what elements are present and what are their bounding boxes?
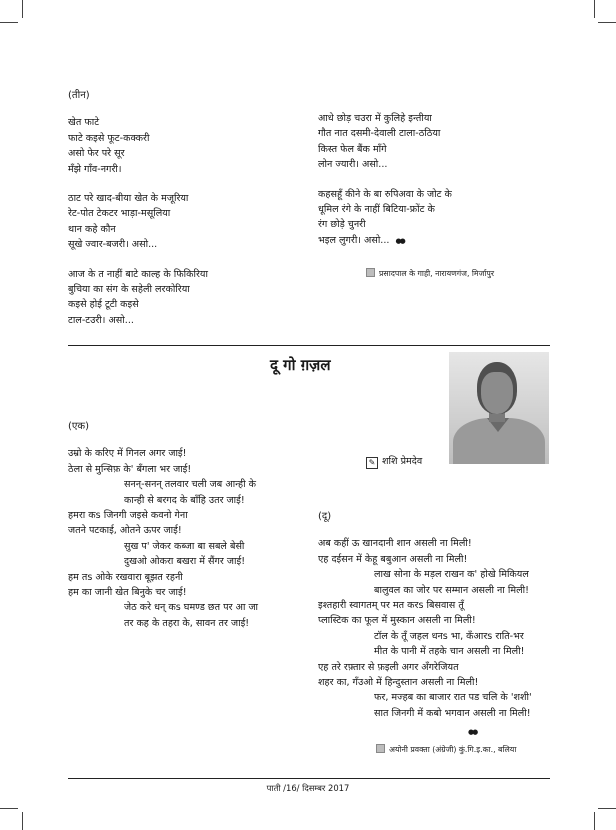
poem-line: भइल लुगरी। असो... ●● (318, 233, 558, 249)
author-photo (449, 352, 549, 464)
poem-line: असो फेर परे सूर (68, 148, 125, 160)
poem-line: दुखओ ओकरा बखरा में सैंगर जाई! (124, 556, 246, 568)
poem-three-right-column (318, 111, 558, 249)
poem-line: लोन ज्यारी। असो... (318, 159, 388, 171)
poem-line: कान्ही से बरगद के बाँहि उतर जाई! (124, 494, 245, 506)
poem-line: हमरा कs जिनगी जइसे कवनो गेना (68, 510, 188, 522)
poem-line: सूखे ज्वार-बजरी। असो... (68, 239, 158, 251)
poem-line: सुख प' जेकर कब्जा बा सबले बेसी (124, 540, 245, 552)
poem-three-heading: (तीन) (68, 90, 90, 101)
poem-line: खेत फाटे (68, 117, 100, 129)
poem-line: कइसे होई टूटी कइसे (68, 299, 139, 311)
ornament-icon: ●● (468, 728, 477, 736)
ghazal-part-one (68, 419, 338, 631)
poem-three-left-column (68, 88, 308, 328)
poem-line: जतने पटकाई, ओतने ऊपर जाई! (68, 525, 182, 537)
poem-line: ठाट परे खाद-बीया खेत के मजूरिया (68, 193, 189, 205)
poem-line: अब कहीं ऊ खानदानी शान असली ना मिली! (318, 538, 472, 550)
ghazal-two-heading: (दू) (318, 511, 332, 522)
poem-line: मीत के पानी में तहके चान असली ना मिली! (374, 646, 525, 658)
poem-line: किस्त फेल बैंक माँगे (318, 143, 387, 155)
poem-line: रेट-पोत टेकटर भाड़ा-मसूलिया (68, 208, 171, 220)
poem-three-credit: प्रसादपाल के गाही, नारायणगंज, मिर्जापुर (366, 268, 494, 279)
pen-icon: ✎ (366, 457, 378, 469)
poem-line: हम का जानी खेत बिनुके चर जाई! (68, 587, 187, 599)
crop-mark (594, 812, 595, 830)
poem-line: बालुवल का जोर पर सम्मान असली ना मिली! (374, 584, 529, 596)
poem-line: प्लास्टिक का फूल में मुस्कान असली ना मिली! (318, 615, 476, 627)
ghazal-one-heading: (एक) (68, 421, 90, 432)
poem-line: गौत नात दसमी-देवाली टाला-ठठिया (318, 128, 441, 140)
poem-line: टॉल के तूँ जहल धनs भा, कँआरs राति-भर (374, 630, 524, 642)
poem-line: मँझे गाँव-नगरी। (68, 163, 122, 175)
ghazal-title: दू गो ग़ज़ल (270, 356, 331, 374)
poem-line: टाल-टउरी। असो... (68, 314, 134, 326)
poem-line: जेठ करे धन् कs घमण्ड छत पर आ जा (124, 602, 259, 614)
crop-mark (598, 22, 616, 23)
poem-line: तर कह के तहरा के, सावन तर जाई! (124, 617, 250, 629)
poem-line: बुचिया का संग के सहेली लरकोरिया (68, 284, 190, 296)
crop-mark (22, 0, 23, 18)
poem-line: धूमिल रंगे के नाहीं बिटिया-फ्रोंट के (318, 204, 435, 216)
poem-line: हम तs ओके रखवारा बूझत रहनी (68, 571, 183, 583)
footer-divider (68, 778, 550, 779)
poem-line: कहसहूँ कीने के बा रुपिअवा के जोट के (318, 188, 452, 200)
crop-mark (22, 812, 23, 830)
poem-line: ठेला से मुन्सिफ़ के' बँगला भर जाई! (68, 463, 192, 475)
poem-line: इश्तहारी स्वागतम् पर मत करs बिसवास तूँ (318, 600, 464, 612)
poem-line: लाख सोना के मड़ल राखन क' होखे मिकियल (374, 569, 529, 581)
crop-mark (0, 808, 18, 809)
poem-line: एह दईसन में केहू बबुआन असली ना मिली! (318, 553, 468, 565)
poem-line: एह तरे रफ़्तार से फ़इली अगर अँगरेजियत (318, 661, 459, 673)
ghazal-credit: अयोनी प्रवक्ता (अंग्रेजी) कुं.गि.इ.का., बलिया (376, 744, 516, 755)
poem-line: फर, मज्हब का बाजार रात पड चलि के 'शशी' (374, 692, 532, 704)
poem-line: सनन्-सनन् तलवार चली जब आन्ही के (124, 479, 256, 491)
author-name: ✎ शशि प्रेमदेव (366, 454, 422, 469)
crop-mark (594, 0, 595, 18)
poem-line: सात जिनगी में कबो भगवान असली ना मिली! (374, 707, 531, 719)
poem-line: थान कहे कौन (68, 223, 116, 235)
page-footer: पाती /16/ दिसम्बर 2017 (266, 783, 350, 793)
poem-line: शहर का, गँउओ में हिन्दुस्तान असली ना मिली! (318, 677, 479, 689)
square-bullet-icon (366, 268, 375, 277)
square-bullet-icon (376, 744, 385, 753)
ornament-icon: ●● (395, 236, 404, 245)
section-divider (68, 345, 550, 346)
poem-line: रंग छोड़े चुनरी (318, 219, 366, 231)
poem-line: आधे छोड़ चउरा में कुलिहे इन्तीया (318, 113, 432, 124)
poem-line: आज के त नाहीं बाटे काल्ह के फिकिरिया (68, 268, 208, 280)
ghazal-part-two (318, 509, 558, 721)
poem-line: उम्रो के करिए में गिनल अगर जाई! (68, 448, 187, 460)
crop-mark (598, 808, 616, 809)
crop-mark (0, 22, 18, 23)
poem-line: फाटे कइसे फूट-कक्करी (68, 132, 150, 144)
